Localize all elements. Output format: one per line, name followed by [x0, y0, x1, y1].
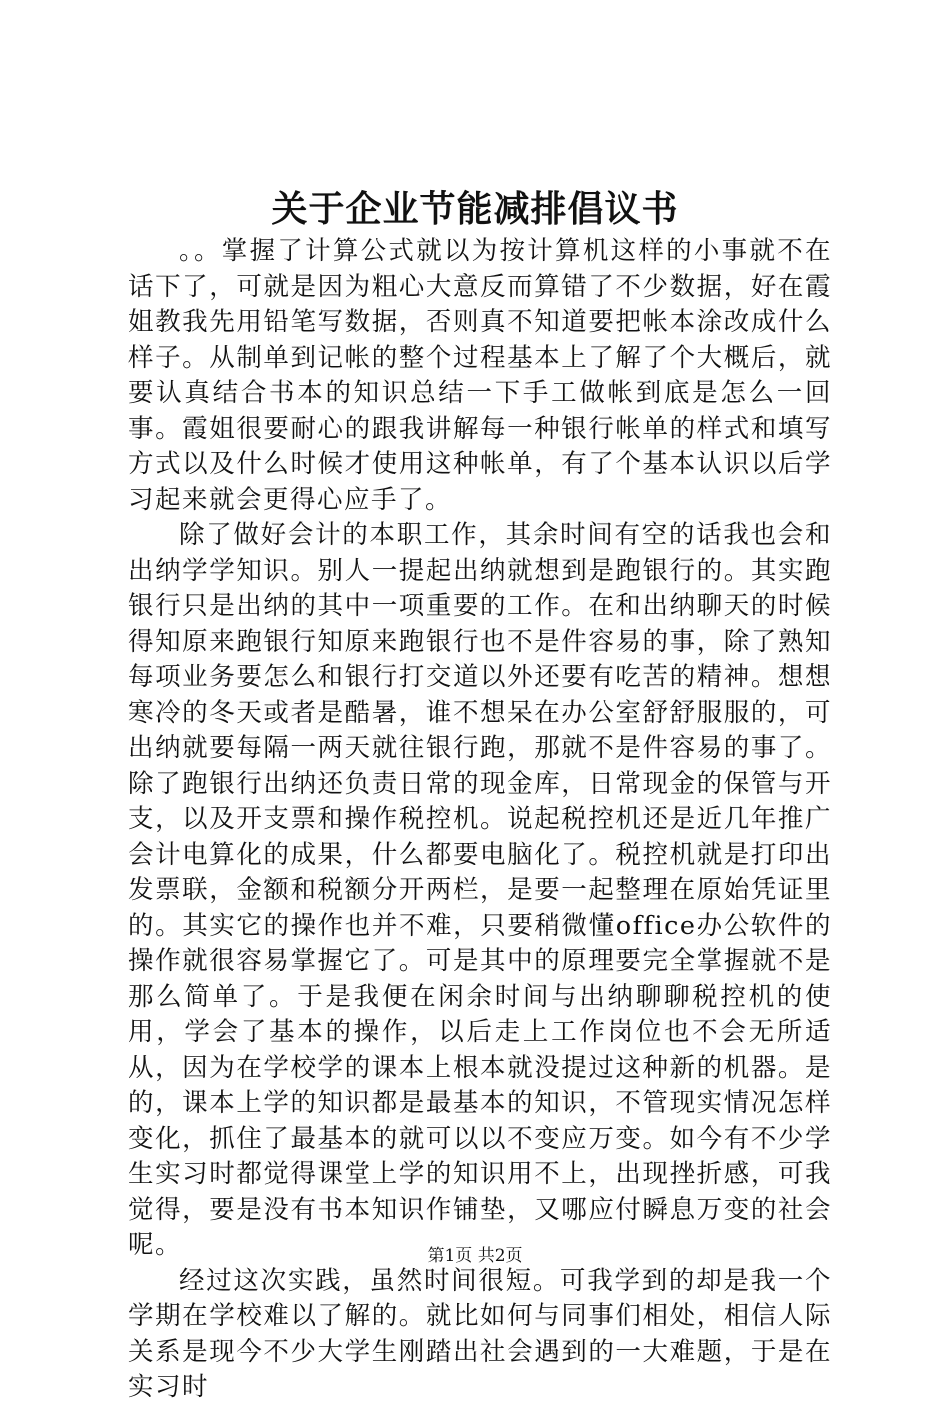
paragraph-3: 经过这次实践，虽然时间很短。可我学到的却是我一个学期在学校难以了解的。就比如何与同事们相处，相信人际关系是现今不少大学生刚踏出社会遇到的一大难题，于是在实习时	[128, 1265, 832, 1402]
paragraph-1: 。。掌握了计算公式就以为按计算机这样的小事就不在话下了，可就是因为粗心大意反而算错了不少数据，好在霞姐教我先用铅笔写数据，否则真不知道要把帐本涂改成什么样子。从制单到记帐的整个过程基本上了解了个大概后，就要认真结合书本的知识总结一下手工做帐到底是怎么一回事。霞姐很要耐心的跟我讲解每一种银行帐单的样式和填写方式以及什么时候才使用这种帐单，有了个基本认识以后学习起来就会更得心应手了。	[128, 236, 832, 515]
document-body	[128, 234, 832, 1406]
document-title: 关于企业节能减排倡议书	[271, 188, 679, 230]
page-number-footer: 第1页 共2页	[427, 1246, 523, 1266]
paragraph-2: 除了做好会计的本职工作，其余时间有空的话我也会和出纳学学知识。别人一提起出纳就想到是跑银行的。其实跑银行只是出纳的其中一项重要的工作。在和出纳聊天的时候得知原来跑银行知原来跑银行也不是件容易的事，除了熟知每项业务要怎么和银行打交道以外还要有吃苦的精神。想想寒冷的冬天或者是酷暑，谁不想呆在办公室舒舒服服的，可出纳就要每隔一两天就往银行跑，那就不是件容易的事了。除了跑银行出纳还负责日常的现金库，日常现金的保管与开支，以及开支票和操作税控机。说起税控机还是近几年推广会计电算化的成果，什么都要电脑化了。税控机就是打印出发票联，金额和税额分开两栏，是要一起整理在原始凭证里的。其实它的操作也并不难，只要稍微懂office办公软件的操作就很容易掌握它了。可是其中的原理要完全掌握就不是那么简单了。于是我便在闲余时间与出纳聊聊税控机的使用，学会了基本的操作，以后走上工作岗位也不会无所适从，因为在学校学的课本上根本就没提过这种新的机器。是的，课本上学的知识都是最基本的知识，不管现实情况怎样变化，抓住了最基本的就可以以不变应万变。如今有不少学生实习时都觉得课堂上学的知识用不上，出现挫折感，可我觉得，要是没有书本知识作铺垫，又哪应付瞬息万变的社会呢。	[128, 520, 832, 1260]
